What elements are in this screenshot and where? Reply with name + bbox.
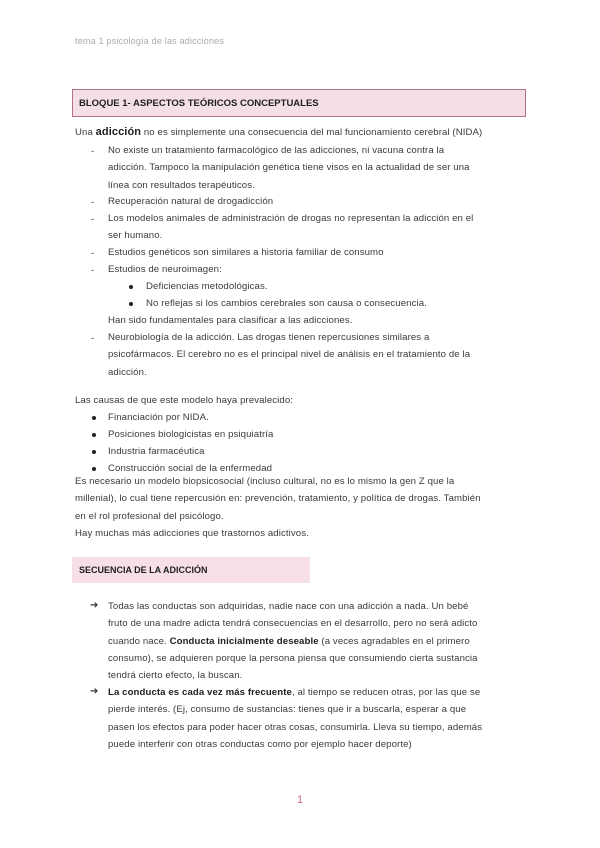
bullet-dot bbox=[129, 285, 133, 289]
bullet-dot bbox=[92, 433, 96, 437]
cause-item: Construcción social de la enfermedad bbox=[108, 463, 273, 474]
bullet-dot bbox=[92, 467, 96, 471]
dash-marker: - bbox=[91, 265, 95, 276]
cause-item: Industria farmacéutica bbox=[108, 446, 205, 457]
causes-intro: Las causas de que este modelo haya prevalecido: bbox=[75, 395, 294, 406]
sequence-item: Todas las conductas son adquiridas, nadie nace con una adicción a nada. Un bebé fruto de una madre adicta tendrá consecuencias en el desarrollo, pero no será adicto cuando nace. Conducta inicialmente deseable (a veces agradables en el primero consumo), se adquieren porque la persona piensa que consumiendo cierta sustancia tendrá cierto efecto, la buscan. bbox=[108, 601, 478, 682]
dash-item: Estudios de neuroimagen: bbox=[108, 264, 222, 275]
cause-item: Posiciones biologicistas en psiquiatría bbox=[108, 429, 274, 440]
bullet-dot bbox=[92, 450, 96, 454]
sub-bullet-item: No reflejas si los cambios cerebrales son causa o consecuencia. bbox=[146, 298, 427, 309]
after-sub-text: Han sido fundamentales para clasificar a las adicciones. bbox=[108, 315, 353, 326]
dash-item: Los modelos animales de administración de drogas no representan la adicción en el ser humano. bbox=[108, 213, 474, 242]
dash-marker: - bbox=[91, 214, 95, 225]
dash-item: Recuperación natural de drogadicción bbox=[108, 196, 274, 207]
sub-bullet-item: Deficiencias metodológicas. bbox=[146, 281, 268, 292]
closing-paragraph: Es necesario un modelo biopsicosocial (incluso cultural, no es lo mismo la gen Z que la millenial), lo cual tiene repercusión en: prevención, tratamiento, y política de drogas. También en el rol profesional del psicólogo. Hay muchas más adicciones que trastornos adictivos. bbox=[75, 476, 481, 539]
dash-item: No existe un tratamiento farmacológico de las adicciones, ni vacuna contra la adicción. Tampoco la manipulación genética tiene visos en la actualidad de ser una línea con resultados terapéuticos. bbox=[108, 145, 470, 191]
dash-marker: - bbox=[91, 248, 95, 259]
dash-item: Estudios genéticos son similares a historia familiar de consumo bbox=[108, 247, 384, 258]
dash-marker: - bbox=[91, 197, 95, 208]
section-title-bloque1: BLOQUE 1- ASPECTOS TEÓRICOS CONCEPTUALES bbox=[72, 89, 526, 117]
cause-item: Financiación por NIDA. bbox=[108, 412, 209, 423]
arrow-bullet-icon: ➔ bbox=[90, 686, 99, 697]
dash-marker: - bbox=[91, 333, 95, 344]
intro-paragraph: Una adicción no es simplemente una consecuencia del mal funcionamiento cerebral (NIDA) bbox=[75, 126, 483, 138]
arrow-bullet-icon: ➔ bbox=[90, 600, 99, 611]
page-number: 1 bbox=[297, 794, 304, 806]
sequence-item: La conducta es cada vez más frecuente, al tiempo se reducen otras, por las que se pierde interés. (Ej, consumo de sustancias: tienes que ir a buscarla, esperar a que pasen los efectos para poder hacer otras cosas, consumirla. Lleva su tiempo, además puede interferir con otras conductas como por ejemplo hacer deporte) bbox=[108, 687, 483, 750]
section-title-secuencia: SECUENCIA DE LA ADICCIÓN bbox=[72, 557, 310, 583]
bullet-dot bbox=[92, 416, 96, 420]
dash-marker: - bbox=[91, 146, 95, 157]
page-header: tema 1 psicología de las adicciones bbox=[75, 36, 225, 46]
bullet-dot bbox=[129, 302, 133, 306]
dash-item-neurobiology: Neurobiología de la adicción. Las drogas tienen repercusiones similares a psicofármacos. El cerebro no es el principal nivel de análisis en el tratamiento de la adicción. bbox=[108, 332, 471, 378]
